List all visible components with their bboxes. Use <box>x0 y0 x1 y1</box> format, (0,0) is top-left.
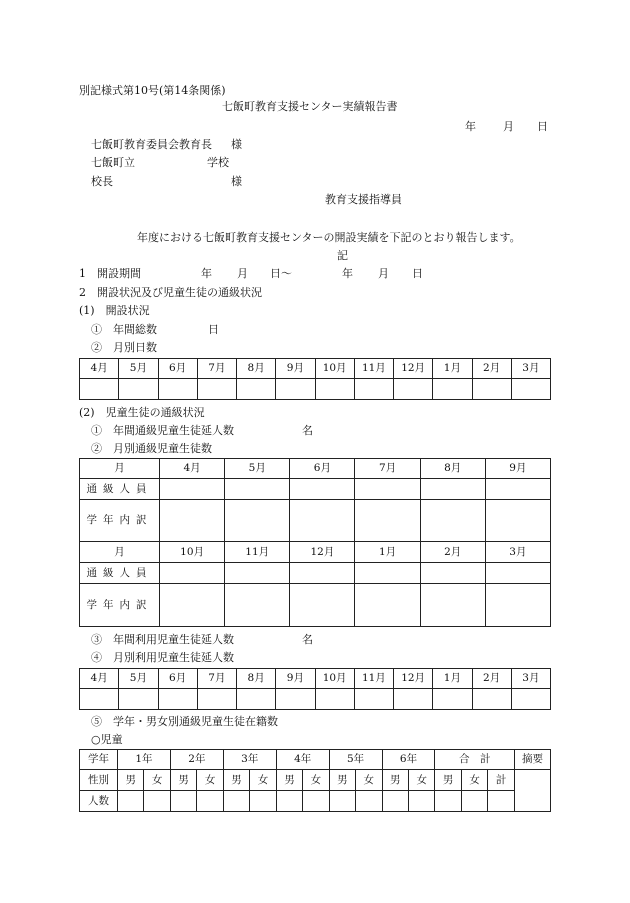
month-header: 8月 <box>420 459 485 479</box>
body-text: 年度における七飯町教育支援センターの開設実績を下記のとおり報告します。 <box>137 231 521 244</box>
input-cell[interactable] <box>472 689 511 710</box>
input-cell[interactable] <box>511 379 550 400</box>
input-cell[interactable] <box>158 379 197 400</box>
section2-label: 2 開設状況及び児童生徒の通級状況 <box>79 286 262 299</box>
month-header: 7月 <box>355 459 420 479</box>
ki-heading: 記 <box>337 249 348 262</box>
month-header: 2月 <box>472 359 511 379</box>
sex-label: 性別 <box>80 770 118 791</box>
month-header: 3月 <box>511 359 550 379</box>
male-header: 男 <box>276 770 302 791</box>
input-cell[interactable] <box>119 379 158 400</box>
month-label: 月 <box>80 542 160 563</box>
count-label: 人数 <box>80 791 118 812</box>
month-header: 2月 <box>420 542 485 563</box>
male-header: 男 <box>170 770 196 791</box>
input-cell[interactable] <box>276 379 315 400</box>
month-header: 1月 <box>355 542 420 563</box>
grade-label: 学年 <box>80 750 118 770</box>
month-header: 9月 <box>276 669 315 689</box>
remarks-header: 摘要 <box>515 750 551 770</box>
input-cell[interactable] <box>420 500 485 542</box>
input-cell[interactable] <box>355 563 420 584</box>
male-header: 男 <box>329 770 355 791</box>
female-header: 女 <box>197 770 223 791</box>
input-cell[interactable] <box>276 689 315 710</box>
month-header: 4月 <box>80 669 119 689</box>
enrollment-table <box>79 749 551 812</box>
input-cell[interactable] <box>160 500 225 542</box>
input-cell[interactable] <box>160 584 225 627</box>
addressee-principal-honorific: 様 <box>231 175 242 188</box>
grade-row-label: 学年内訳 <box>80 584 160 627</box>
month-header: 5月 <box>225 459 290 479</box>
input-cell[interactable] <box>485 563 550 584</box>
item2-1-unit: 名 <box>302 424 313 437</box>
input-cell[interactable] <box>197 689 236 710</box>
item2-5-label: ⑤ 学年・男女別通級児童生徒在籍数 <box>91 715 278 728</box>
input-cell[interactable] <box>485 479 550 500</box>
input-cell[interactable] <box>225 479 290 500</box>
male-header: 男 <box>223 770 249 791</box>
month-header: 12月 <box>394 669 433 689</box>
addressee-principal: 校長 <box>91 175 113 188</box>
input-cell[interactable] <box>118 791 144 812</box>
month-header: 10月 <box>315 359 354 379</box>
section1-month: 月 <box>237 267 248 280</box>
input-cell[interactable] <box>225 563 290 584</box>
form-number: 別記様式第10号(第14条関係) <box>79 84 226 97</box>
section1-year: 年 <box>201 267 212 280</box>
month-header: 3月 <box>511 669 550 689</box>
input-cell[interactable] <box>158 689 197 710</box>
female-header: 女 <box>303 770 329 791</box>
input-cell[interactable] <box>315 379 354 400</box>
input-cell[interactable] <box>354 379 393 400</box>
input-cell[interactable] <box>382 791 408 812</box>
input-cell[interactable] <box>315 689 354 710</box>
grade-header: 2年 <box>170 750 223 770</box>
grade-header: 1年 <box>118 750 171 770</box>
input-cell[interactable] <box>355 500 420 542</box>
month-header: 6月 <box>158 359 197 379</box>
input-cell[interactable] <box>408 791 434 812</box>
female-header: 女 <box>144 770 170 791</box>
date-day: 日 <box>537 120 548 133</box>
input-cell[interactable] <box>420 479 485 500</box>
section1-label: 1 開設期間 <box>79 267 141 280</box>
document-title: 七飯町教育支援センター実績報告書 <box>222 100 398 113</box>
female-header: 女 <box>408 770 434 791</box>
date-year: 年 <box>465 120 476 133</box>
month-header: 6月 <box>290 459 355 479</box>
input-cell[interactable] <box>160 563 225 584</box>
month-header: 12月 <box>394 359 433 379</box>
month-header: 8月 <box>237 359 276 379</box>
sub2-label: (2) 児童生徒の通級状況 <box>79 406 205 419</box>
male-header: 男 <box>118 770 144 791</box>
total-header: 合 計 <box>435 750 515 770</box>
input-cell[interactable] <box>354 689 393 710</box>
female-header: 女 <box>356 770 382 791</box>
sub1-label: (1) 開設状況 <box>79 304 150 317</box>
male-header: 男 <box>435 770 461 791</box>
input-cell[interactable] <box>119 689 158 710</box>
month-header: 4月 <box>160 459 225 479</box>
remarks-cell[interactable] <box>515 770 551 812</box>
input-cell[interactable] <box>225 500 290 542</box>
input-cell[interactable] <box>80 689 119 710</box>
input-cell[interactable] <box>394 689 433 710</box>
month-header: 6月 <box>158 669 197 689</box>
item2-2-label: ② 月別通級児童生徒数 <box>91 442 212 455</box>
item2-3-unit: 名 <box>302 633 313 646</box>
item1-1-label: ① 年間総数 <box>91 323 157 336</box>
monthly-use-table <box>79 668 551 710</box>
input-cell[interactable] <box>433 379 472 400</box>
month-header: 10月 <box>315 669 354 689</box>
addressee-school: 学校 <box>207 156 229 169</box>
addressee-board: 七飯町教育委員会教育長 <box>91 138 212 151</box>
monthly-days-table <box>79 358 551 400</box>
month-header: 11月 <box>354 669 393 689</box>
addressee-board-honorific: 様 <box>231 138 242 151</box>
sender: 教育支援指導員 <box>325 193 402 206</box>
grade-row-label: 学年内訳 <box>80 500 160 542</box>
month-header: 11月 <box>354 359 393 379</box>
section1-month2: 月 <box>378 267 389 280</box>
input-cell[interactable] <box>355 479 420 500</box>
input-cell[interactable] <box>511 689 550 710</box>
input-cell[interactable] <box>420 563 485 584</box>
month-header: 9月 <box>485 459 550 479</box>
input-cell[interactable] <box>485 500 550 542</box>
input-cell[interactable] <box>290 479 355 500</box>
month-header: 3月 <box>485 542 550 563</box>
children-label: ○児童 <box>91 733 123 746</box>
input-cell[interactable] <box>290 500 355 542</box>
input-cell[interactable] <box>303 791 329 812</box>
input-cell[interactable] <box>356 791 382 812</box>
month-header: 5月 <box>119 669 158 689</box>
input-cell[interactable] <box>420 584 485 627</box>
date-month: 月 <box>503 120 514 133</box>
input-cell[interactable] <box>170 791 196 812</box>
input-cell[interactable] <box>80 379 119 400</box>
addressee-school-prefix: 七飯町立 <box>91 156 135 169</box>
item2-4-label: ④ 月別利用児童生徒延人数 <box>91 651 234 664</box>
month-header: 1月 <box>433 669 472 689</box>
input-cell[interactable] <box>329 791 355 812</box>
month-header: 5月 <box>119 359 158 379</box>
month-header: 1月 <box>433 359 472 379</box>
grade-header: 4年 <box>276 750 329 770</box>
input-cell[interactable] <box>433 689 472 710</box>
input-cell[interactable] <box>276 791 302 812</box>
input-cell[interactable] <box>160 479 225 500</box>
grade-header: 3年 <box>223 750 276 770</box>
input-cell[interactable] <box>355 584 420 627</box>
month-header: 7月 <box>197 359 236 379</box>
input-cell[interactable] <box>435 791 461 812</box>
item2-1-label: ① 年間通級児童生徒延人数 <box>91 424 234 437</box>
month-header: 4月 <box>80 359 119 379</box>
input-cell[interactable] <box>223 791 249 812</box>
month-header: 11月 <box>225 542 290 563</box>
month-label: 月 <box>80 459 160 479</box>
monthly-attendance-table <box>79 458 551 627</box>
input-cell[interactable] <box>144 791 170 812</box>
item1-1-unit: 日 <box>208 323 219 336</box>
input-cell[interactable] <box>237 379 276 400</box>
month-header: 8月 <box>237 669 276 689</box>
input-cell[interactable] <box>485 584 550 627</box>
month-header: 7月 <box>197 669 236 689</box>
attendance-row-label: 通級人員 <box>80 563 160 584</box>
input-cell[interactable] <box>197 791 223 812</box>
section1-day2: 日 <box>412 267 423 280</box>
item2-3-label: ③ 年間利用児童生徒延人数 <box>91 633 234 646</box>
input-cell[interactable] <box>250 791 276 812</box>
section1-day: 日～ <box>270 267 292 280</box>
input-cell[interactable] <box>472 379 511 400</box>
grade-header: 6年 <box>382 750 435 770</box>
male-header: 男 <box>382 770 408 791</box>
month-header: 9月 <box>276 359 315 379</box>
month-header: 2月 <box>472 669 511 689</box>
month-header: 10月 <box>160 542 225 563</box>
input-cell[interactable] <box>290 563 355 584</box>
item1-2-label: ② 月別日数 <box>91 341 157 354</box>
input-cell[interactable] <box>488 791 515 812</box>
month-header: 12月 <box>290 542 355 563</box>
input-cell[interactable] <box>237 689 276 710</box>
input-cell[interactable] <box>461 791 487 812</box>
grade-header: 5年 <box>329 750 382 770</box>
female-header: 女 <box>461 770 487 791</box>
input-cell[interactable] <box>197 379 236 400</box>
input-cell[interactable] <box>225 584 290 627</box>
input-cell[interactable] <box>394 379 433 400</box>
input-cell[interactable] <box>290 584 355 627</box>
female-header: 女 <box>250 770 276 791</box>
section1-year2: 年 <box>342 267 353 280</box>
sum-header: 計 <box>488 770 515 791</box>
attendance-row-label: 通級人員 <box>80 479 160 500</box>
